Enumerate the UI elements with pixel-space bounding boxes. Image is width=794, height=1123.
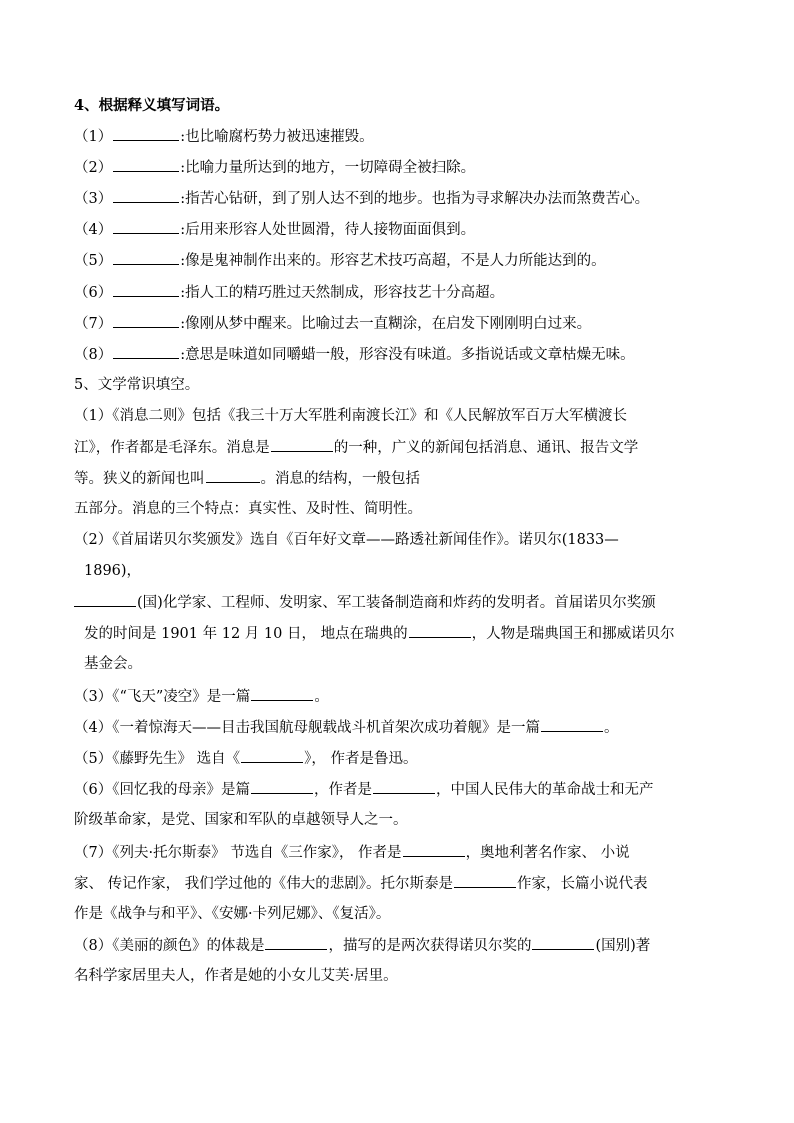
q5-p1-line2 — [74, 437, 734, 458]
answer-blank[interactable] — [113, 219, 179, 234]
answer-blank[interactable] — [373, 779, 435, 794]
q5-p2-line4 — [84, 623, 744, 644]
text-segment: ，中国人民伟大的革命战士和无产 — [435, 782, 654, 798]
q5-p3 — [74, 686, 734, 707]
q4-item-1 — [74, 126, 734, 147]
answer-blank[interactable] — [113, 313, 179, 328]
answer-blank[interactable] — [113, 344, 179, 359]
text-segment: 发的时间是 1901 年 12 月 10 日， 地点在瑞典的 — [84, 626, 408, 642]
q4-item-7 — [74, 313, 734, 334]
answer-blank[interactable] — [241, 748, 303, 763]
text-segment: 。 — [603, 720, 619, 736]
item-number: （7） — [74, 316, 113, 332]
answer-blank[interactable] — [251, 686, 313, 701]
answer-blank[interactable] — [265, 935, 327, 950]
q5-p7-line2 — [74, 873, 734, 894]
text-segment: 的一种，广义的新闻包括消息、通讯、报告文学 — [333, 440, 639, 456]
text-segment: 。消息的结构，一般包括 — [260, 471, 420, 487]
answer-blank[interactable] — [251, 779, 313, 794]
answer-blank[interactable] — [454, 873, 516, 888]
text-segment: 江》，作者都是毛泽东。消息是 — [74, 440, 270, 456]
q5-p6-line2: 阶级革命家，是党、国家和军队的卓越领导人之一。 — [74, 812, 408, 828]
q5-p5 — [74, 748, 734, 769]
answer-blank[interactable] — [113, 188, 179, 203]
text-segment: ，描写的是两次获得诺贝尔奖的 — [328, 938, 532, 954]
text-segment: （5）《藤野先生》 选自《 — [74, 751, 241, 767]
q5-p8-line2: 名科学家居里夫人，作者是她的小女儿艾芙·居里。 — [74, 968, 398, 984]
q4-item-5 — [74, 250, 734, 271]
text-segment: （3）《“飞天”凌空》是一篇 — [74, 689, 251, 705]
text-segment: 作家，长篇小说代表 — [516, 876, 648, 892]
text-segment: （4）《一着惊海天——目击我国航母舰载战斗机首架次成功着舰》是一篇 — [74, 720, 540, 736]
q5-p4 — [74, 717, 734, 738]
answer-blank[interactable] — [532, 935, 594, 950]
item-number: （4） — [74, 222, 113, 238]
text-segment: ，作者是 — [313, 782, 372, 798]
answer-blank[interactable] — [113, 282, 179, 297]
q5-p1-line1: （1）《消息二则》包括《我三十万大军胜利南渡长江》和《人民解放军百万大军横渡长 — [74, 408, 627, 424]
item-definition: :像刚从梦中醒来。比喻过去一直糊涂，在启发下刚刚明白过来。 — [180, 316, 592, 332]
item-definition: :后用来形容人处世圆滑，待人接物面面俱到。 — [180, 222, 476, 238]
q5-p8-line1 — [74, 935, 734, 956]
item-definition: :比喻力量所达到的地方，一切障碍全被扫除。 — [180, 160, 476, 176]
item-definition: :也比喻腐朽势力被迅速摧毁。 — [180, 129, 374, 145]
item-number: （5） — [74, 253, 113, 269]
q4-item-2 — [74, 157, 734, 178]
item-definition: :像是鬼神制作出来的。形容艺术技巧高超，不是人力所能达到的。 — [180, 253, 606, 269]
q5-p7-line1 — [74, 842, 734, 863]
q5-p2-line2: 1896)， — [84, 563, 142, 579]
q5-p2-line1: （2）《首届诺贝尔奖颁发》选自《百年好文章——路透社新闻佳作》。诺贝尔(1833— — [74, 532, 619, 548]
item-number: （3） — [74, 191, 113, 207]
q4-item-6 — [74, 282, 734, 303]
q4-item-4 — [74, 219, 734, 240]
answer-blank[interactable] — [271, 437, 333, 452]
q5-p7-line3: 作是《战争与和平》、《安娜·卡列尼娜》、《复活》。 — [74, 906, 391, 922]
answer-blank[interactable] — [541, 717, 603, 732]
text-segment: （8）《美丽的颜色》的体裁是 — [74, 938, 265, 954]
q5-title: 5、文学常识填空。 — [74, 377, 200, 393]
q4-item-3 — [74, 188, 734, 209]
q5-p1-line3 — [74, 468, 734, 489]
item-definition: :指人工的精巧胜过天然制成，形容技艺十分高超。 — [180, 285, 505, 301]
q5-p2-line3 — [74, 592, 734, 613]
text-segment: （6）《回忆我的母亲》是篇 — [74, 782, 250, 798]
q5-p2-line5: 基金会。 — [84, 656, 142, 672]
answer-blank[interactable] — [403, 842, 465, 857]
answer-blank[interactable] — [206, 468, 260, 483]
answer-blank[interactable] — [113, 157, 179, 172]
answer-blank[interactable] — [113, 126, 179, 141]
item-number: （2） — [74, 160, 113, 176]
answer-blank[interactable] — [113, 250, 179, 265]
item-number: （8） — [74, 347, 113, 363]
text-segment: 》， 作者是鲁迅。 — [304, 751, 418, 767]
q4-item-8 — [74, 344, 734, 365]
text-segment: (国别)著 — [595, 938, 651, 954]
text-segment: 。 — [314, 689, 329, 705]
text-segment: (国)化学家、工程师、发明家、军工装备制造商和炸药的发明者。首届诺贝尔奖颁 — [137, 595, 656, 611]
text-segment: 家、 传记作家， 我们学过他的《伟大的悲剧》。托尔斯泰是 — [74, 876, 453, 892]
answer-blank[interactable] — [409, 623, 471, 638]
q4-title: 4、根据释义填写词语。 — [74, 97, 230, 114]
q5-p6-line1 — [74, 779, 734, 800]
text-segment: （7）《列夫·托尔斯泰》 节选自《三作家》， 作者是 — [74, 845, 402, 861]
text-segment: ，人物是瑞典国王和挪威诺贝尔 — [471, 626, 675, 642]
item-definition: :指苦心钻研，到了别人达不到的地步。也指为寻求解决办法而煞费苦心。 — [180, 191, 650, 207]
text-segment: ，奥地利著名作家、 小说 — [465, 845, 630, 861]
item-number: （1） — [74, 129, 113, 145]
text-segment: 等。狭义的新闻也叫 — [74, 471, 205, 487]
q5-p1-line4: 五部分。消息的三个特点：真实性、及时性、简明性。 — [74, 501, 422, 517]
answer-blank[interactable] — [74, 592, 136, 607]
item-number: （6） — [74, 285, 113, 301]
item-definition: :意思是味道如同嚼蜡一般，形容没有味道。多指说话或文章枯燥无味。 — [180, 347, 635, 363]
